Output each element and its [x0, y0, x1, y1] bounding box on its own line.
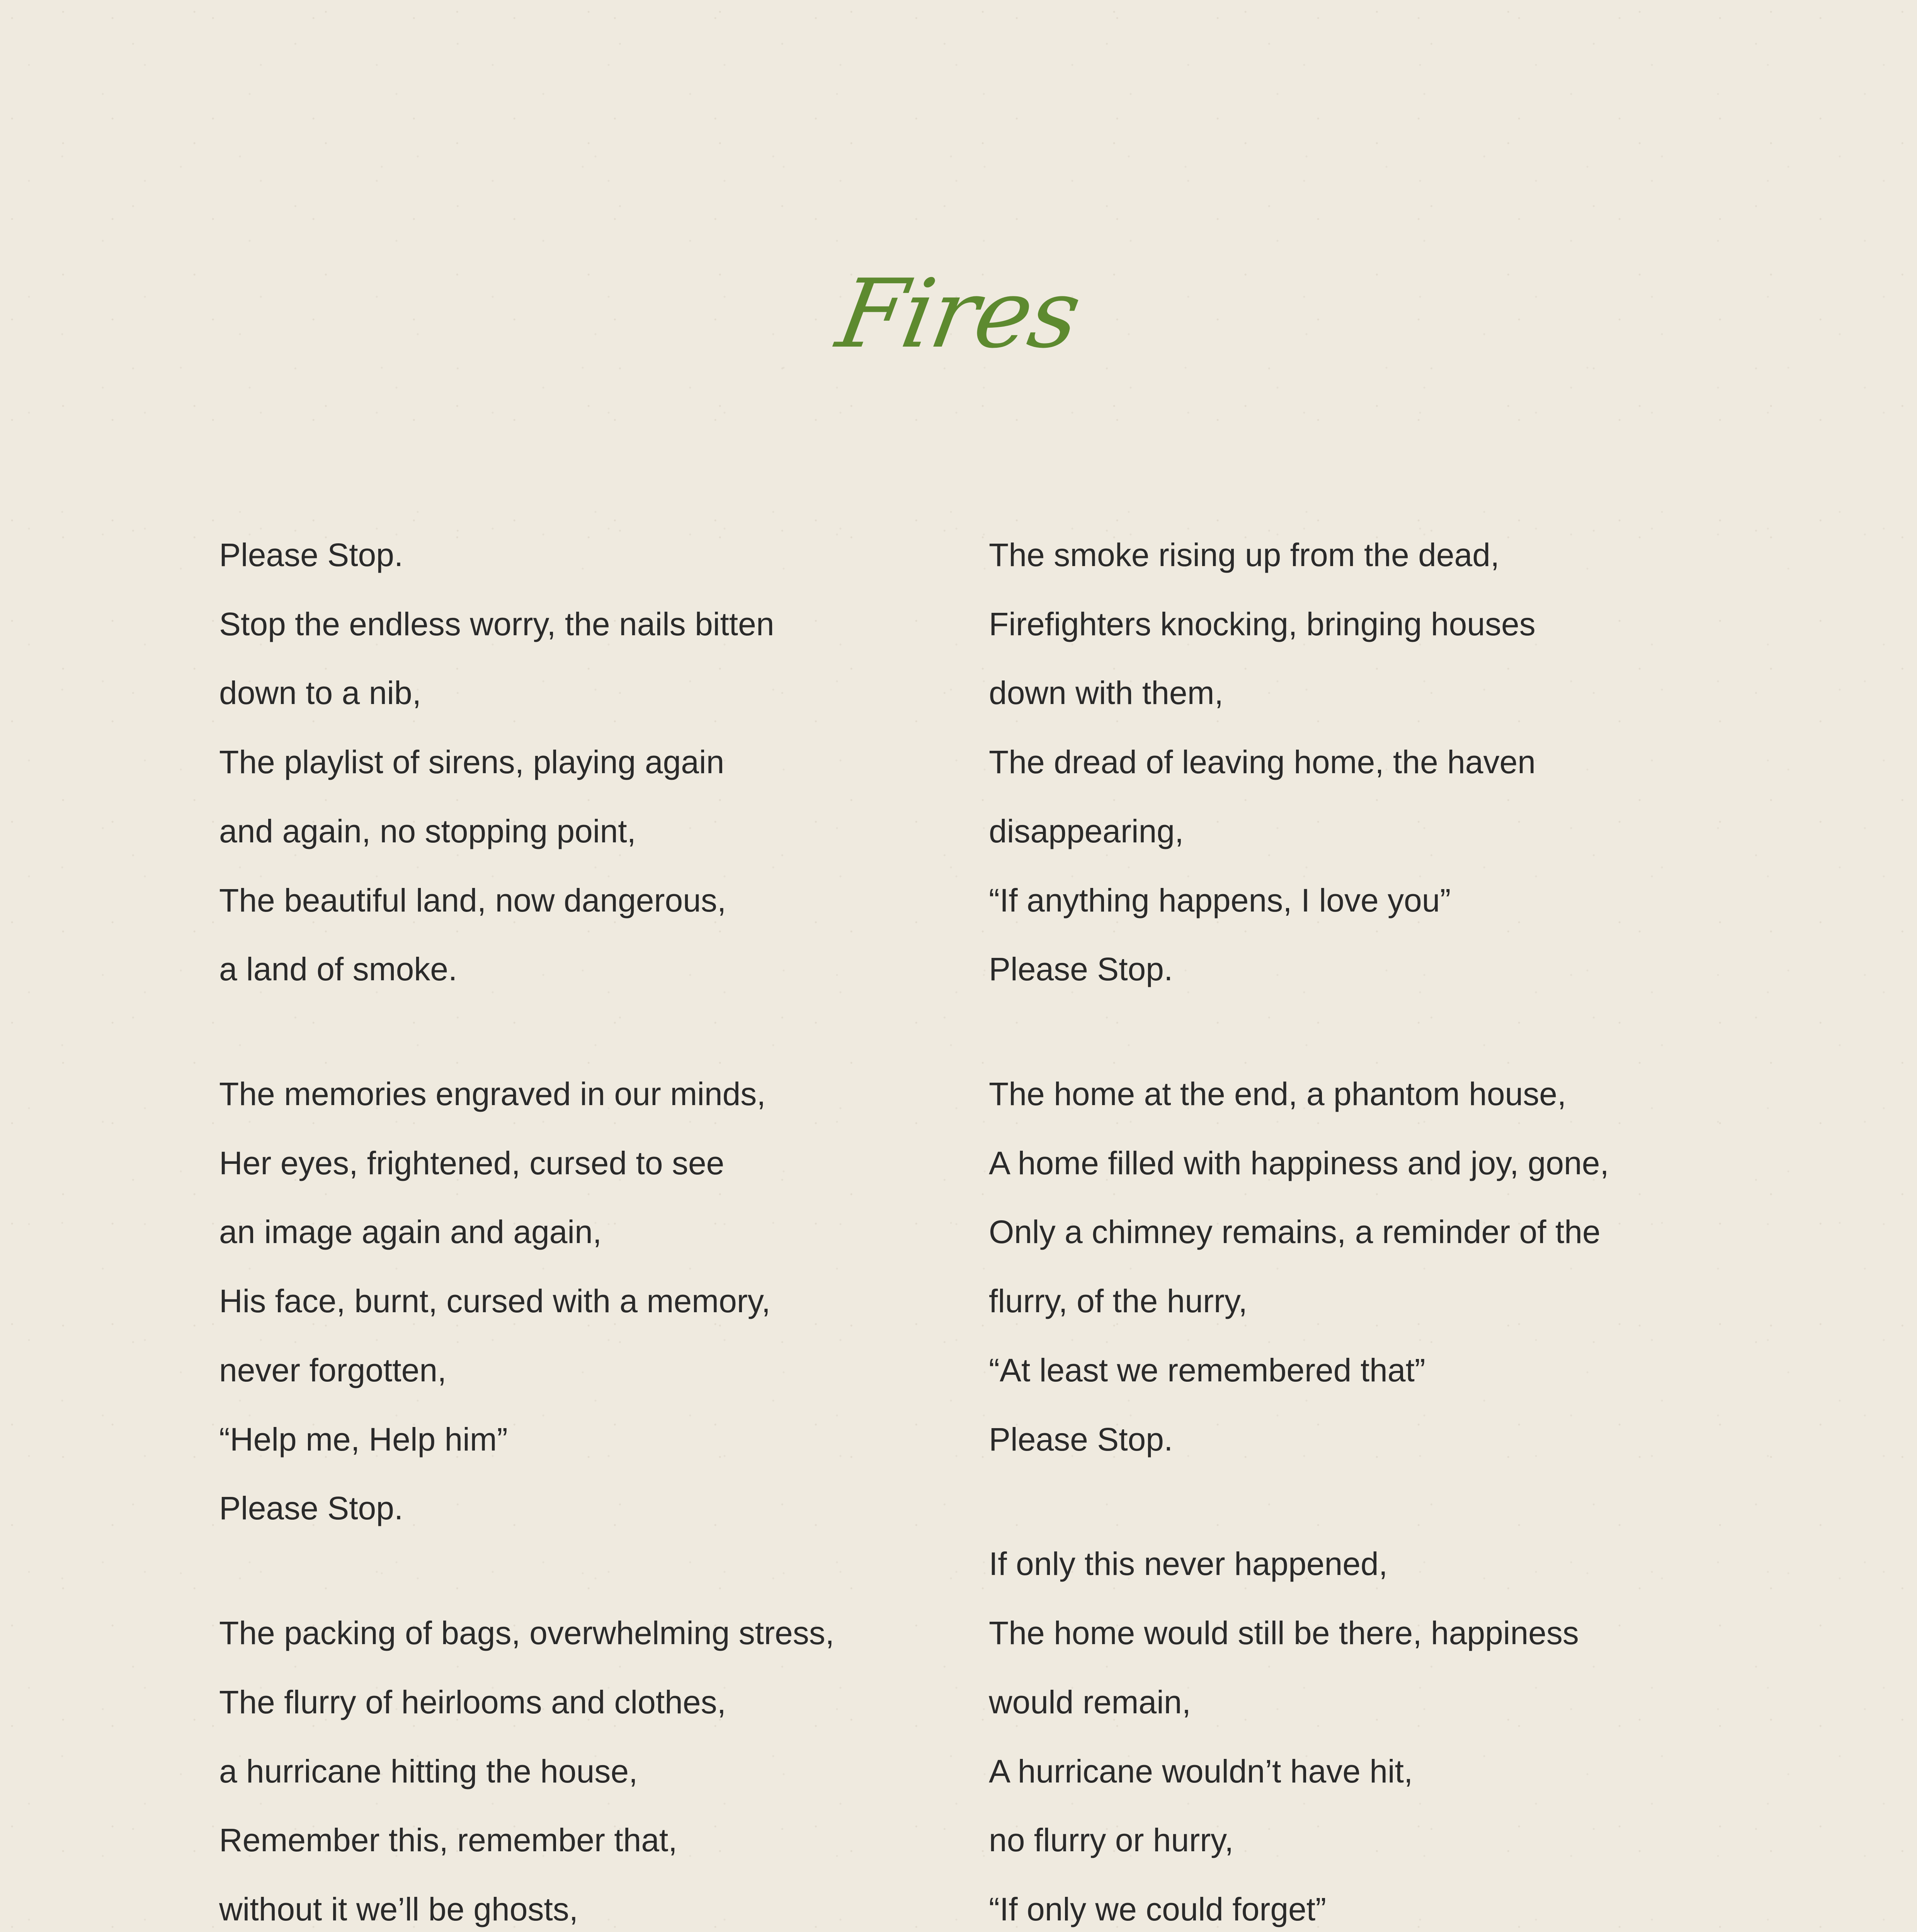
poem-line: flurry, of the hurry,: [989, 1283, 1248, 1320]
poem-line: “If only we could forget”: [989, 1891, 1327, 1927]
poem-line: The dread of leaving home, the haven: [989, 744, 1536, 781]
stanza-2: [219, 1068, 880, 1534]
poem-line: and again, no stopping point,: [219, 813, 636, 849]
stanza-3: [219, 1607, 880, 1932]
poem-line: “Help me, Help him”: [219, 1421, 508, 1458]
poem-line: Only a chimney remains, a reminder of the: [989, 1214, 1601, 1250]
poem-line: down with them,: [989, 675, 1223, 711]
poem-line: The memories engraved in our minds,: [219, 1076, 766, 1112]
poem-line: an image again and again,: [219, 1214, 602, 1250]
right-column: [989, 529, 1684, 1932]
poem-line: The home at the end, a phantom house,: [989, 1076, 1567, 1112]
stanza-1: [219, 529, 880, 995]
poem-line: A hurricane wouldn’t have hit,: [989, 1753, 1413, 1789]
stanza-6: [989, 1538, 1684, 1932]
poem-line: Please Stop.: [219, 537, 403, 573]
poem-line: without it we’ll be ghosts,: [219, 1891, 578, 1927]
poem-line: never forgotten,: [219, 1352, 447, 1388]
poem-line: Please Stop.: [219, 1490, 403, 1527]
poem-line: The playlist of sirens, playing again: [219, 744, 725, 781]
poem-line: The flurry of heirlooms and clothes,: [219, 1684, 726, 1720]
poem-line: Her eyes, frightened, cursed to see: [219, 1145, 725, 1181]
poem-line: a land of smoke.: [219, 951, 458, 988]
poem-line: Firefighters knocking, bringing houses: [989, 605, 1536, 642]
poem-line: disappearing,: [989, 813, 1184, 849]
poem-line: A home filled with happiness and joy, gone,: [989, 1145, 1609, 1181]
poem-line: The home would still be there, happiness: [989, 1615, 1579, 1651]
poem-line: His face, burnt, cursed with a memory,: [219, 1283, 771, 1320]
left-column: [219, 529, 880, 1932]
poem-line: Remember this, remember that,: [219, 1822, 677, 1859]
poem-line: “At least we remembered that”: [989, 1352, 1425, 1388]
poem-line: The smoke rising up from the dead,: [989, 537, 1500, 573]
poem-line: Please Stop.: [989, 1421, 1173, 1458]
poem-line: down to a nib,: [219, 675, 422, 711]
poem-line: “If anything happens, I love you”: [989, 882, 1451, 918]
stanza-4: [989, 529, 1684, 995]
poem-line: would remain,: [989, 1684, 1191, 1720]
poem-line: no flurry or hurry,: [989, 1822, 1234, 1859]
poem-line: Please Stop.: [989, 951, 1173, 988]
poem-line: Stop the endless worry, the nails bitten: [219, 605, 774, 642]
poem-line: The packing of bags, overwhelming stress,: [219, 1615, 835, 1651]
poem-title: Fires: [830, 259, 1087, 369]
poem-line: The beautiful land, now dangerous,: [219, 882, 726, 918]
stanza-5: [989, 1068, 1684, 1465]
poem-line: If only this never happened,: [989, 1546, 1388, 1582]
poem-line: a hurricane hitting the house,: [219, 1753, 638, 1789]
